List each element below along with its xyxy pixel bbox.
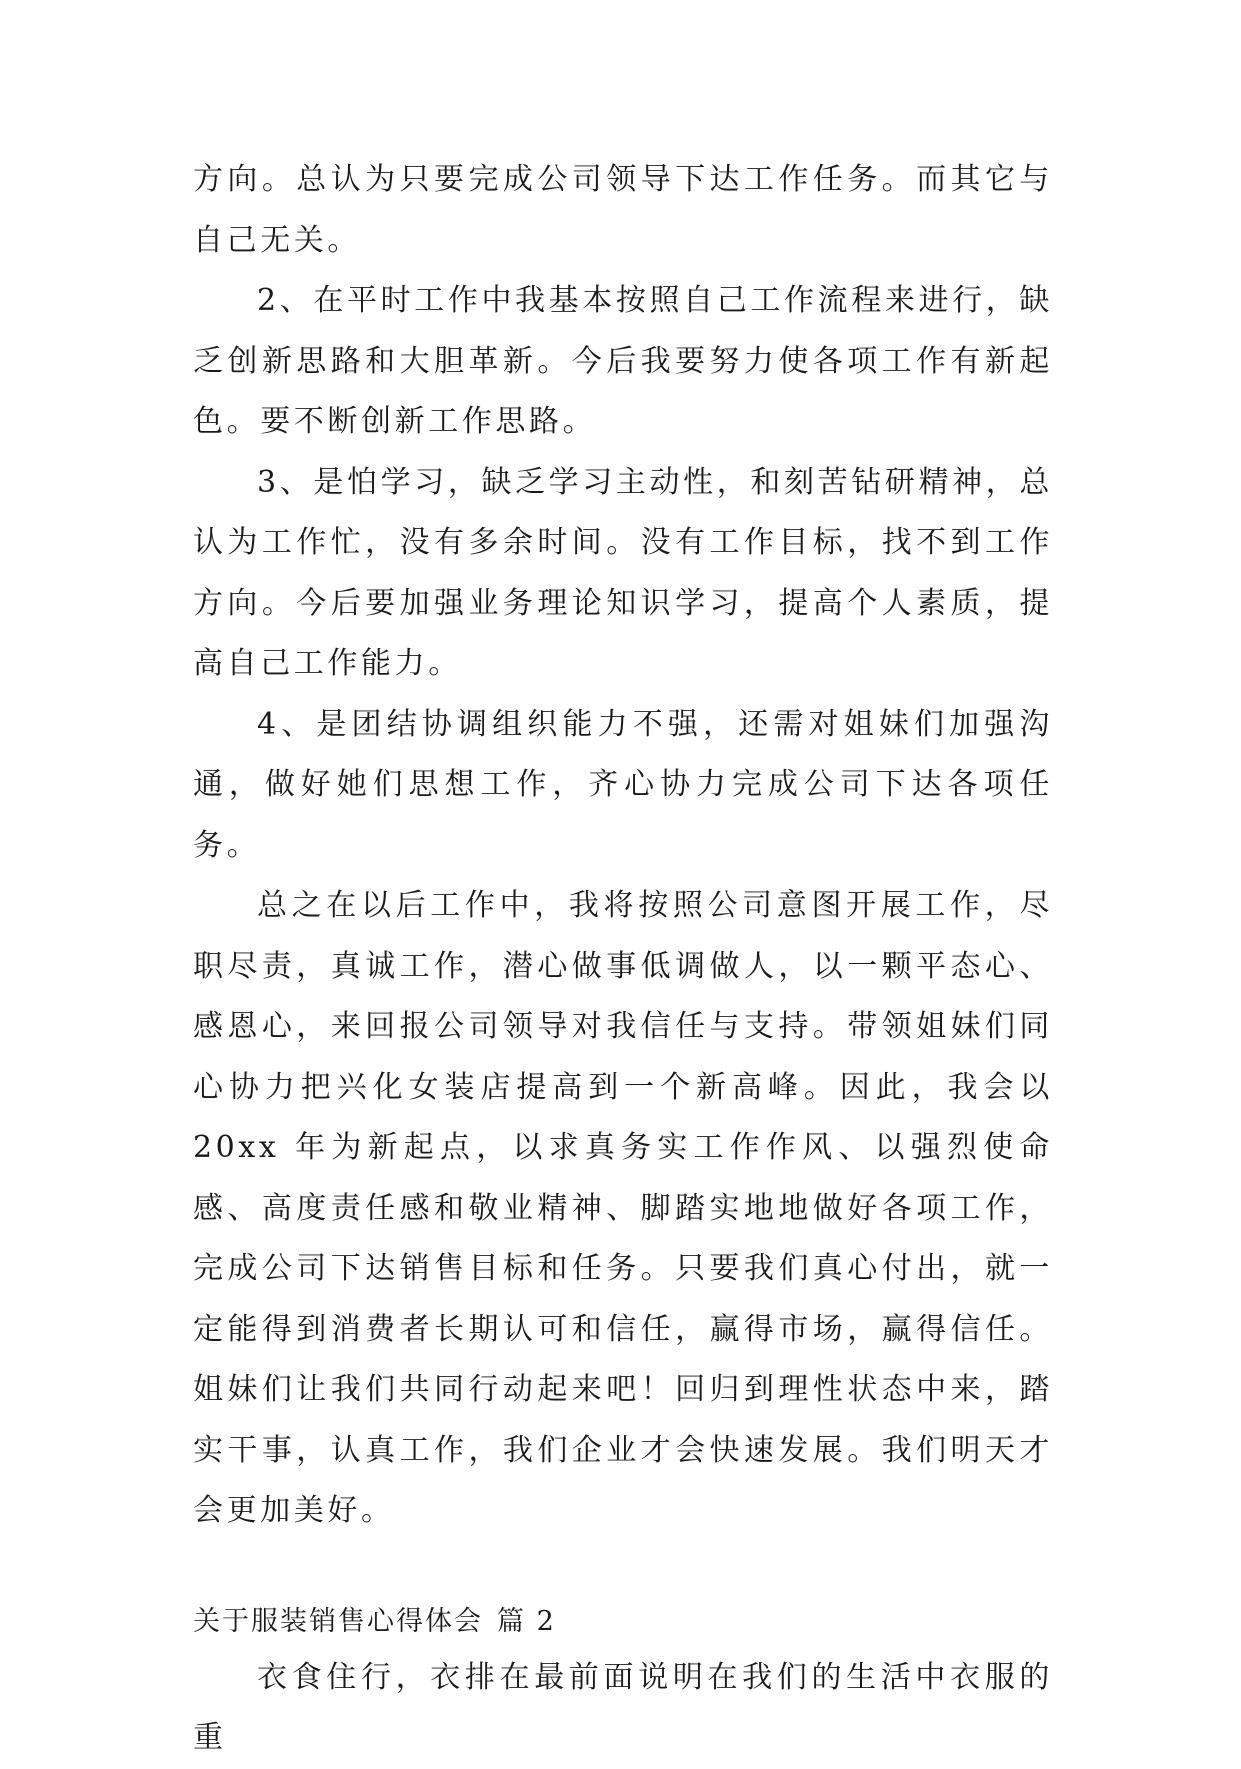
closing-paragraph: 衣食住行，衣排在最前面说明在我们的生活中衣服的重 xyxy=(193,1659,1053,1755)
paragraph-4: 4、是团结协调组织能力不强，还需对姐妹们加强沟通，做好她们思想工作，齐心协力完成公司下达各项任务。 xyxy=(193,706,1053,863)
section-title: 关于服装销售心得体会 xyxy=(193,1605,483,1637)
paragraph-3: 3、是怕学习，缺乏学习主动性，和刻苦钻研精神，总认为工作忙，没有多余时间。没有工作目标，找不到工作方向。今后要加强业务理论知识学习，提高个人素质，提高自己工作能力。 xyxy=(193,464,1053,681)
section-number: 篇 2 xyxy=(497,1605,556,1637)
section-heading xyxy=(193,1596,1053,1648)
paragraph-5: 总之在以后工作中，我将按照公司意图开展工作，尽职尽责，真诚工作，潜心做事低调做人，以一颗平态心、感恩心，来回报公司领导对我信任与支持。带领姐妹们同心协力把兴化女装店提高到一个新高峰。因此，我会以 20xx 年为新起点，以求真务实工作作风、以强烈使命感、高度责任感和敬业精神、脚踏实地地做好各项工作，完成公司下达销售目标和任务。只要我们真心付出，就一定能得到消费者长期认可和信任，赢得市场，赢得信任。姐妹们让我们共同行动起来吧！回归到理性状态中来，踏实干事，认真工作，我们企业才会快速发展。我们明天才会更加美好。 xyxy=(193,888,1053,1528)
paragraph-1: 方向。总认为只要完成公司领导下达工作任务。而其它与自己无关。 xyxy=(193,162,1053,258)
paragraph-2: 2、在平时工作中我基本按照自己工作流程来进行，缺乏创新思路和大胆革新。今后我要努力使各项工作有新起色。要不断创新工作思路。 xyxy=(193,283,1053,439)
document-page xyxy=(193,150,1053,1769)
